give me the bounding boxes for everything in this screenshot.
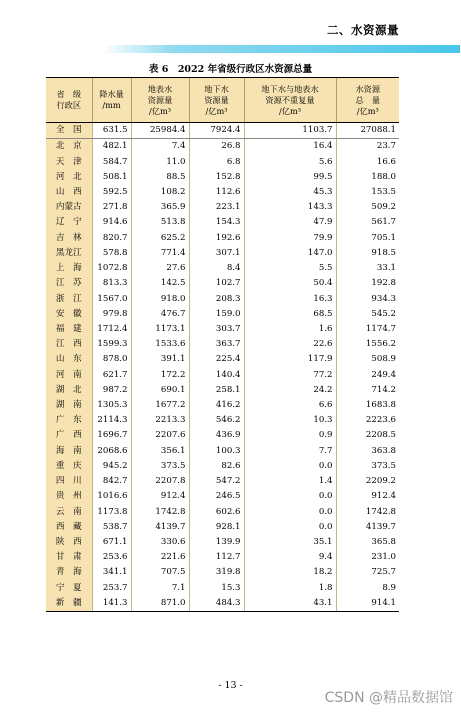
col-precipitation-cell: 482.1 [92, 139, 131, 155]
province-cell: 广 西 [46, 428, 92, 443]
col-precipitation-cell: 1599.3 [92, 337, 131, 352]
col-groundwater-cell: 602.6 [189, 504, 244, 519]
col-precipitation-cell: 508.1 [92, 170, 131, 185]
col-total-cell: 4139.7 [336, 520, 399, 535]
col-groundwater-cell: 140.4 [189, 368, 244, 383]
col-non-overlap-cell: 0.0 [244, 459, 336, 474]
col-groundwater-cell: 307.1 [189, 246, 244, 261]
header-line: /亿m³ [356, 105, 379, 116]
col-non-overlap-cell: 45.3 [244, 185, 336, 200]
col-precipitation-cell: 820.7 [92, 231, 131, 246]
table-row [46, 291, 399, 306]
col-total-cell: 1683.8 [336, 398, 399, 413]
table-row [46, 246, 399, 261]
province-cell: 江 西 [46, 337, 92, 352]
col-groundwater-cell: 26.8 [189, 139, 244, 155]
col-precipitation-cell: 2068.6 [92, 444, 131, 459]
header-line: /亿m³ [205, 105, 228, 116]
col-non-overlap-cell: 68.5 [244, 307, 336, 322]
col-surface-water-cell: 356.1 [131, 444, 189, 459]
col-total-cell: 8.9 [336, 581, 399, 596]
col-precipitation-cell: 253.6 [92, 550, 131, 565]
col-groundwater-cell: 100.3 [189, 444, 244, 459]
col-groundwater-cell: 546.2 [189, 413, 244, 428]
table-row [46, 261, 399, 276]
col-non-overlap-cell: 7.7 [244, 444, 336, 459]
col-precipitation-cell: 141.3 [92, 596, 131, 612]
province-cell: 上 海 [46, 261, 92, 276]
table-row [46, 352, 399, 367]
province-cell: 西 藏 [46, 520, 92, 535]
province-cell: 重 庆 [46, 459, 92, 474]
col-surface-water-cell: 4139.7 [131, 520, 189, 535]
province-cell: 湖 南 [46, 398, 92, 413]
col-groundwater-cell: 484.3 [189, 596, 244, 612]
col-non-overlap-cell: 1.6 [244, 322, 336, 337]
province-cell: 宁 夏 [46, 581, 92, 596]
header-line: /亿m³ [279, 105, 301, 116]
col-non-overlap-cell: 117.9 [244, 352, 336, 367]
col-non-overlap-cell: 0.0 [244, 504, 336, 519]
province-cell: 全 国 [46, 123, 92, 139]
col-precipitation-cell: 1567.0 [92, 291, 131, 306]
table-row [46, 520, 399, 535]
col-surface-water-header [131, 78, 189, 123]
province-cell: 浙 江 [46, 291, 92, 306]
col-precipitation-cell: 2114.3 [92, 413, 131, 428]
table-row [46, 535, 399, 550]
col-precipitation-cell: 341.1 [92, 565, 131, 580]
province-cell: 山 东 [46, 352, 92, 367]
col-non-overlap-cell: 1.8 [244, 581, 336, 596]
col-precipitation-cell: 578.8 [92, 246, 131, 261]
col-surface-water-cell: 871.0 [131, 596, 189, 612]
col-surface-water-cell: 391.1 [131, 352, 189, 367]
table-row [46, 368, 399, 383]
col-non-overlap-cell: 79.9 [244, 231, 336, 246]
col-groundwater-cell: 159.0 [189, 307, 244, 322]
col-precipitation-cell: 271.8 [92, 200, 131, 215]
col-total-cell: 725.7 [336, 565, 399, 580]
col-surface-water-cell: 771.4 [131, 246, 189, 261]
table-row [46, 200, 399, 215]
col-groundwater-cell: 152.8 [189, 170, 244, 185]
col-surface-water-cell: 172.2 [131, 368, 189, 383]
col-groundwater-header [189, 78, 244, 123]
col-total-cell: 153.5 [336, 185, 399, 200]
col-total-cell: 1742.8 [336, 504, 399, 519]
col-non-overlap-cell: 5.6 [244, 154, 336, 169]
province-cell: 安 徽 [46, 307, 92, 322]
col-total-cell: 373.5 [336, 459, 399, 474]
col-total-cell: 714.2 [336, 383, 399, 398]
col-surface-water-cell: 513.8 [131, 215, 189, 230]
water-resources-table [46, 77, 399, 612]
col-total-cell: 27088.1 [336, 123, 399, 139]
col-groundwater-cell: 319.8 [189, 565, 244, 580]
col-groundwater-cell: 112.7 [189, 550, 244, 565]
table-row [46, 459, 399, 474]
col-non-overlap-cell: 0.0 [244, 489, 336, 504]
province-cell: 吉 林 [46, 231, 92, 246]
table-row [46, 413, 399, 428]
province-cell: 辽 宁 [46, 215, 92, 230]
col-groundwater-cell: 139.9 [189, 535, 244, 550]
col-precipitation-cell: 1016.6 [92, 489, 131, 504]
table-row [46, 215, 399, 230]
col-total-cell: 1174.7 [336, 322, 399, 337]
col-non-overlap-cell: 1.4 [244, 474, 336, 489]
col-precipitation-cell: 1173.8 [92, 504, 131, 519]
province-cell: 广 东 [46, 413, 92, 428]
header-decorative-bar [102, 45, 460, 53]
col-total-cell: 231.0 [336, 550, 399, 565]
col-total-cell: 545.2 [336, 307, 399, 322]
col-non-overlap-cell: 0.0 [244, 520, 336, 535]
col-surface-water-cell: 918.0 [131, 291, 189, 306]
col-total-cell: 509.2 [336, 200, 399, 215]
col-precipitation-cell: 1712.4 [92, 322, 131, 337]
province-cell: 陕 西 [46, 535, 92, 550]
col-non-overlap-cell: 147.0 [244, 246, 336, 261]
col-surface-water-cell: 221.6 [131, 550, 189, 565]
table-row [46, 322, 399, 337]
header-line: 资源不重复量 [265, 94, 315, 105]
col-surface-water-cell: 27.6 [131, 261, 189, 276]
col-precipitation-cell: 878.0 [92, 352, 131, 367]
col-total-cell: 188.0 [336, 170, 399, 185]
province-cell: 海 南 [46, 444, 92, 459]
province-cell: 河 南 [46, 368, 92, 383]
table-row [46, 139, 399, 155]
table-row [46, 596, 399, 612]
col-groundwater-cell: 225.4 [189, 352, 244, 367]
col-surface-water-cell: 373.5 [131, 459, 189, 474]
col-surface-water-cell: 11.0 [131, 154, 189, 169]
col-precipitation-cell: 253.7 [92, 581, 131, 596]
province-cell: 山 西 [46, 185, 92, 200]
col-non-overlap-cell: 47.9 [244, 215, 336, 230]
col-surface-water-cell: 1742.8 [131, 504, 189, 519]
province-cell: 新 疆 [46, 596, 92, 612]
table-row [46, 550, 399, 565]
table-row [46, 276, 399, 291]
col-precipitation-cell: 1305.3 [92, 398, 131, 413]
col-groundwater-cell: 416.2 [189, 398, 244, 413]
header-line: /mm [102, 100, 121, 110]
col-total-cell: 33.1 [336, 261, 399, 276]
watermark: CSDN @精品数据馆 [324, 690, 453, 706]
header-line: 地下水 [204, 83, 229, 94]
col-groundwater-cell: 7924.4 [189, 123, 244, 139]
col-surface-water-cell: 365.9 [131, 200, 189, 215]
col-precipitation-cell: 584.7 [92, 154, 131, 169]
col-total-cell: 912.4 [336, 489, 399, 504]
col-non-overlap-cell: 16.4 [244, 139, 336, 155]
province-cell: 江 苏 [46, 276, 92, 291]
col-total-header [336, 78, 399, 123]
col-non-overlap-cell: 10.3 [244, 413, 336, 428]
col-total-cell: 2223.6 [336, 413, 399, 428]
col-non-overlap-cell: 16.3 [244, 291, 336, 306]
table-row [46, 398, 399, 413]
col-non-overlap-cell: 5.5 [244, 261, 336, 276]
province-cell: 青 海 [46, 565, 92, 580]
table-row [46, 307, 399, 322]
table-row [46, 474, 399, 489]
col-surface-water-cell: 2207.8 [131, 474, 189, 489]
col-surface-water-cell: 330.6 [131, 535, 189, 550]
col-total-cell: 365.8 [336, 535, 399, 550]
col-precipitation-cell: 1696.7 [92, 428, 131, 443]
header-line: 地表水 [147, 83, 173, 94]
header-line: /亿m³ [149, 105, 171, 116]
col-precipitation-cell: 842.7 [92, 474, 131, 489]
col-surface-water-cell: 7.1 [131, 581, 189, 596]
col-groundwater-cell: 82.6 [189, 459, 244, 474]
col-non-overlap-cell: 99.5 [244, 170, 336, 185]
province-cell: 黑龙江 [46, 246, 92, 261]
col-surface-water-cell: 7.4 [131, 139, 189, 155]
col-non-overlap-cell: 24.2 [244, 383, 336, 398]
col-surface-water-cell: 2213.3 [131, 413, 189, 428]
province-cell: 四 川 [46, 474, 92, 489]
province-cell: 福 建 [46, 322, 92, 337]
col-non-overlap-cell: 9.4 [244, 550, 336, 565]
col-total-cell: 918.5 [336, 246, 399, 261]
province-cell: 贵 州 [46, 489, 92, 504]
col-total-cell: 363.8 [336, 444, 399, 459]
header-line: 省 级 [56, 89, 82, 99]
table-row [46, 154, 399, 169]
col-surface-water-cell: 2207.6 [131, 428, 189, 443]
col-non-overlap-cell: 50.4 [244, 276, 336, 291]
province-cell: 天 津 [46, 154, 92, 169]
page-number: - 13 - [218, 680, 243, 691]
section-title: 二、水资源量 [327, 23, 399, 37]
col-groundwater-cell: 112.6 [189, 185, 244, 200]
col-non-overlap-cell: 22.6 [244, 337, 336, 352]
col-total-cell: 192.8 [336, 276, 399, 291]
col-groundwater-cell: 102.7 [189, 276, 244, 291]
col-groundwater-cell: 928.1 [189, 520, 244, 535]
province-cell: 甘 肃 [46, 550, 92, 565]
col-non-overlap-cell: 18.2 [244, 565, 336, 580]
col-total-cell: 16.6 [336, 154, 399, 169]
table-header-row [46, 78, 399, 123]
province-cell: 河 北 [46, 170, 92, 185]
table-row [46, 231, 399, 246]
table-row [46, 383, 399, 398]
col-non-overlap-cell: 1103.7 [244, 123, 336, 139]
province-cell: 内蒙古 [46, 200, 92, 215]
table-title: 表 6 2022 年省级行政区水资源总量 [148, 64, 313, 75]
col-non-overlap-cell: 77.2 [244, 368, 336, 383]
table-row [46, 581, 399, 596]
col-groundwater-cell: 6.8 [189, 154, 244, 169]
col-precipitation-cell: 813.3 [92, 276, 131, 291]
col-non-overlap-header [244, 78, 336, 123]
col-non-overlap-cell: 6.6 [244, 398, 336, 413]
table-row [46, 170, 399, 185]
col-groundwater-cell: 303.7 [189, 322, 244, 337]
col-surface-water-cell: 108.2 [131, 185, 189, 200]
province-cell: 北 京 [46, 139, 92, 155]
col-precipitation-header [92, 78, 131, 123]
col-precipitation-cell: 914.6 [92, 215, 131, 230]
col-groundwater-cell: 258.1 [189, 383, 244, 398]
province-cell: 云 南 [46, 504, 92, 519]
table-row [46, 337, 399, 352]
col-surface-water-cell: 25984.4 [131, 123, 189, 139]
col-total-cell: 23.7 [336, 139, 399, 155]
col-groundwater-cell: 223.1 [189, 200, 244, 215]
col-province-header [46, 78, 92, 123]
col-groundwater-cell: 15.3 [189, 581, 244, 596]
col-precipitation-cell: 1072.8 [92, 261, 131, 276]
col-total-cell: 934.3 [336, 291, 399, 306]
col-non-overlap-cell: 43.1 [244, 596, 336, 612]
col-non-overlap-cell: 35.1 [244, 535, 336, 550]
col-surface-water-cell: 912.4 [131, 489, 189, 504]
col-total-cell: 1556.2 [336, 337, 399, 352]
col-surface-water-cell: 625.2 [131, 231, 189, 246]
table-row [46, 185, 399, 200]
table-row-total [46, 123, 399, 139]
col-total-cell: 914.1 [336, 596, 399, 612]
col-groundwater-cell: 436.9 [189, 428, 244, 443]
col-groundwater-cell: 363.7 [189, 337, 244, 352]
col-total-cell: 705.1 [336, 231, 399, 246]
col-precipitation-cell: 671.1 [92, 535, 131, 550]
col-groundwater-cell: 246.5 [189, 489, 244, 504]
col-surface-water-cell: 690.1 [131, 383, 189, 398]
col-surface-water-cell: 142.5 [131, 276, 189, 291]
col-total-cell: 508.9 [336, 352, 399, 367]
col-groundwater-cell: 154.3 [189, 215, 244, 230]
header-line: 降水量 [99, 89, 124, 99]
col-groundwater-cell: 547.2 [189, 474, 244, 489]
table-row [46, 489, 399, 504]
header-line: 总 量 [355, 94, 381, 105]
col-precipitation-cell: 538.7 [92, 520, 131, 535]
col-precipitation-cell: 987.2 [92, 383, 131, 398]
col-total-cell: 2209.2 [336, 474, 399, 489]
col-precipitation-cell: 631.5 [92, 123, 131, 139]
province-cell: 湖 北 [46, 383, 92, 398]
col-total-cell: 561.7 [336, 215, 399, 230]
header-line: 水资源 [355, 83, 381, 94]
col-precipitation-cell: 621.7 [92, 368, 131, 383]
table-body [46, 123, 399, 612]
table-row [46, 504, 399, 519]
table-row [46, 565, 399, 580]
col-total-cell: 249.4 [336, 368, 399, 383]
col-surface-water-cell: 1677.2 [131, 398, 189, 413]
header-line: 资源量 [147, 94, 173, 105]
col-surface-water-cell: 476.7 [131, 307, 189, 322]
col-surface-water-cell: 1533.6 [131, 337, 189, 352]
col-non-overlap-cell: 143.3 [244, 200, 336, 215]
col-surface-water-cell: 1173.1 [131, 322, 189, 337]
col-groundwater-cell: 208.3 [189, 291, 244, 306]
table-row [46, 428, 399, 443]
col-precipitation-cell: 979.8 [92, 307, 131, 322]
col-surface-water-cell: 88.5 [131, 170, 189, 185]
col-precipitation-cell: 592.5 [92, 185, 131, 200]
col-total-cell: 2208.5 [336, 428, 399, 443]
col-non-overlap-cell: 0.9 [244, 428, 336, 443]
header-line: 地下水与地表水 [261, 83, 319, 94]
table-row [46, 444, 399, 459]
col-groundwater-cell: 8.4 [189, 261, 244, 276]
col-precipitation-cell: 945.2 [92, 459, 131, 474]
col-surface-water-cell: 707.5 [131, 565, 189, 580]
header-line: 资源量 [204, 94, 229, 105]
header-line: 行政区 [56, 100, 82, 110]
col-groundwater-cell: 192.6 [189, 231, 244, 246]
